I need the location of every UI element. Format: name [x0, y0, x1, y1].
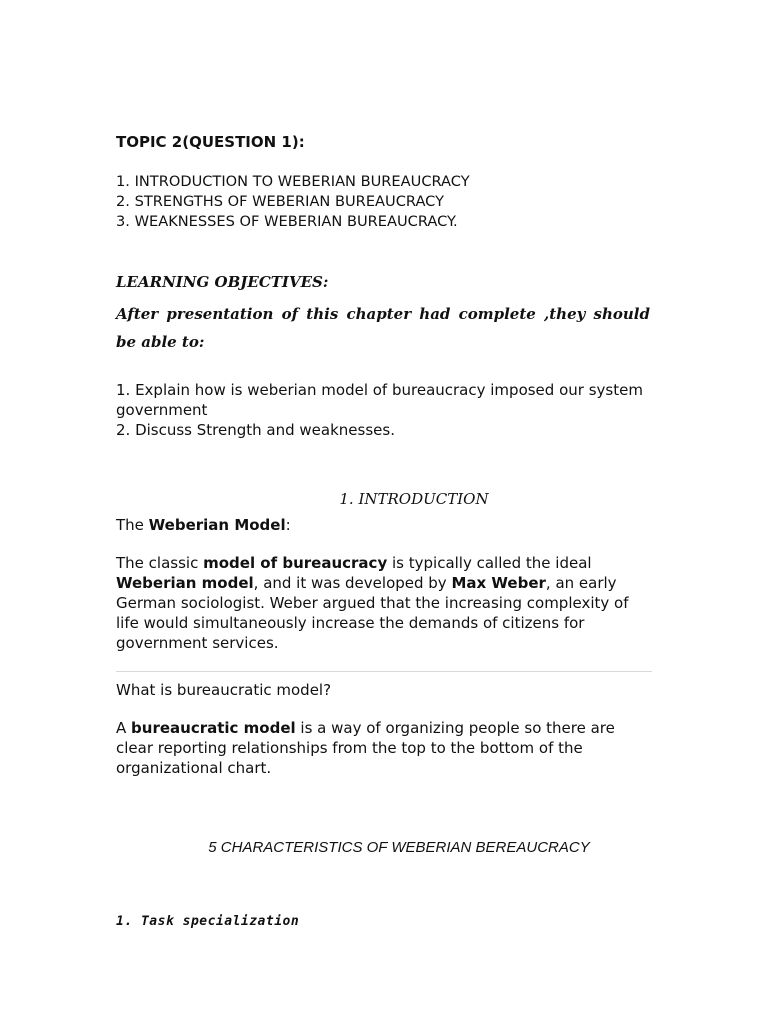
introduction-heading — [0, 489, 768, 509]
classic-model-paragraph — [116, 553, 652, 653]
characteristic-item: 1. Task specialization — [116, 914, 300, 929]
objective-item: 1. Explain how is weberian model of bureaucracy imposed our system government — [116, 381, 643, 419]
paragraph-text: A — [116, 719, 132, 737]
paragraph-bold-text: bureaucratic model — [131, 719, 296, 737]
bureaucratic-model-question: What is bureaucratic model? — [116, 681, 332, 699]
topics-list — [116, 172, 652, 232]
paragraph-text: is typically called the ideal — [387, 554, 592, 572]
paragraph-text: , an early German sociologist. Weber argued that the increasing complexity of life would simultaneously increase the demands of citizens for government services. — [116, 574, 629, 652]
topics-list-item: 3. WEAKNESSES OF WEBERIAN BUREAUCRACY. — [116, 213, 458, 230]
weberian-model-suffix: : — [285, 516, 291, 534]
paragraph-text: is a way of organizing people so there are clear reporting relationships from the top to the bottom of the organizational chart. — [116, 719, 615, 777]
weberian-model-prefix: The — [116, 516, 149, 534]
paragraph-text: The classic — [116, 554, 204, 572]
paragraph-bold-text: Max Weber — [451, 574, 546, 592]
objective-item: 2. Discuss Strength and weaknesses. — [116, 421, 395, 439]
weberian-model-label — [116, 515, 652, 535]
topics-list-item: 1. INTRODUCTION TO WEBERIAN BUREAUCRACY — [116, 173, 470, 190]
learning-objectives-heading: LEARNING OBJECTIVES: — [116, 273, 329, 291]
paragraph-bold-text: model of bureaucracy — [203, 554, 388, 572]
objectives-list — [116, 380, 652, 440]
introduction-heading-text: 1. INTRODUCTION — [339, 490, 489, 508]
learning-objectives-intro: After presentation of this chapter had complete ,they should be able to: — [116, 305, 650, 351]
characteristics-heading-text: 5 CHARACTERISTICS OF WEBERIAN BEREAUCRACY — [208, 839, 590, 856]
weberian-model-bold: Weberian Model — [148, 516, 286, 534]
section-divider — [116, 671, 652, 672]
paragraph-text: , and it was developed by — [253, 574, 452, 592]
bureaucratic-model-paragraph — [116, 718, 652, 778]
paragraph-bold-text: Weberian model — [116, 574, 254, 592]
topic-title: TOPIC 2(QUESTION 1): — [116, 133, 305, 151]
characteristics-heading — [0, 838, 768, 858]
topics-list-item: 2. STRENGTHS OF WEBERIAN BUREAUCRACY — [116, 193, 445, 210]
